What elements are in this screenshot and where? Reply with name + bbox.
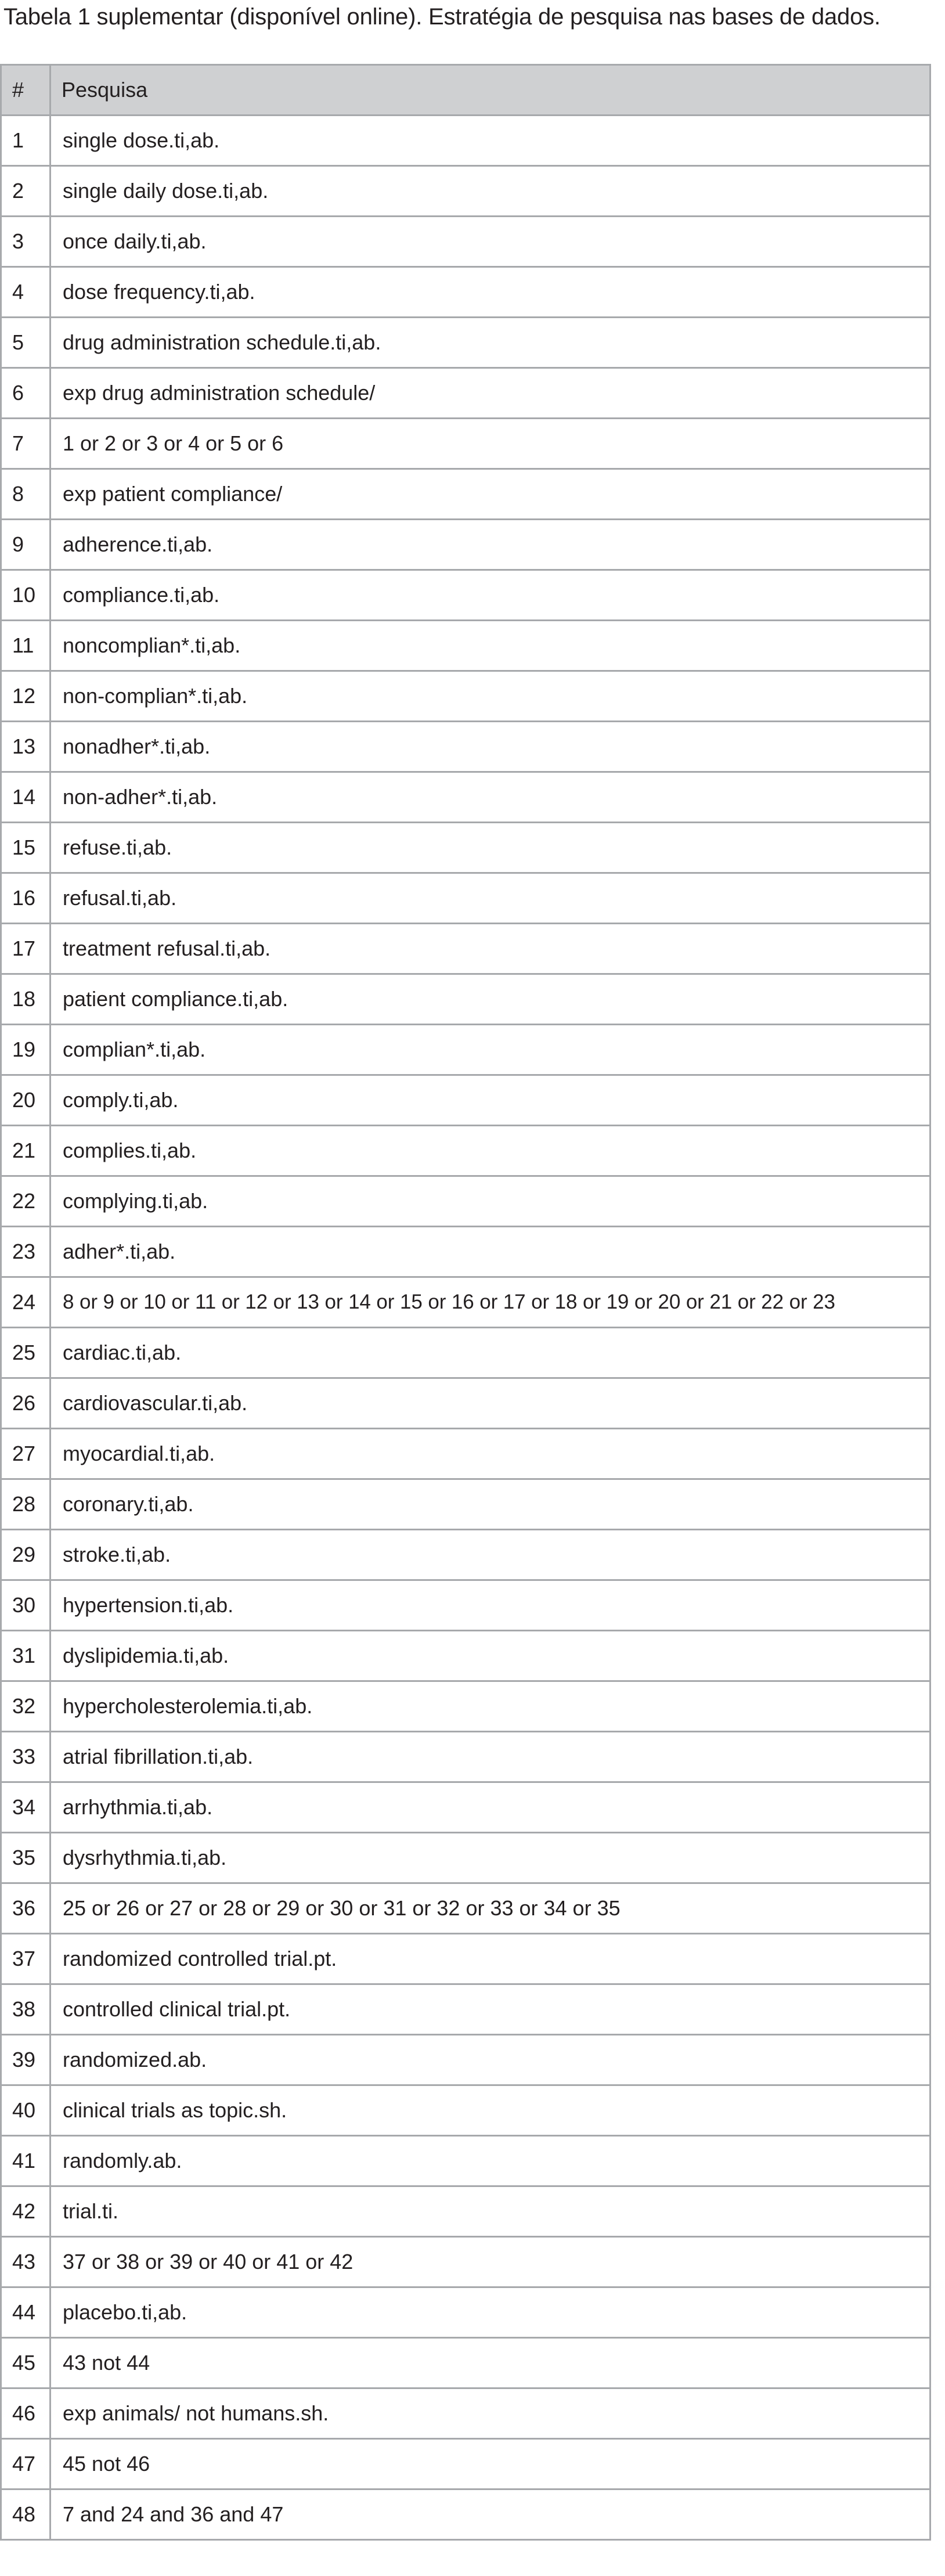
row-number: 35 — [1, 1833, 51, 1883]
row-search-query: placebo.ti,ab. — [51, 2287, 930, 2338]
table-row — [1, 1025, 930, 1075]
row-search-query: randomly.ab. — [51, 2136, 930, 2186]
row-search-query: randomized.ab. — [51, 2035, 930, 2085]
table-row — [1, 974, 930, 1025]
row-number: 47 — [1, 2439, 51, 2489]
row-search-query: arrhythmia.ti,ab. — [51, 1782, 930, 1833]
row-number: 24 — [1, 1277, 51, 1328]
row-number: 20 — [1, 1075, 51, 1126]
table-row — [1, 1378, 930, 1429]
table-row — [1, 318, 930, 368]
row-search-query: 7 and 24 and 36 and 47 — [51, 2489, 930, 2540]
row-search-query: refusal.ti,ab. — [51, 873, 930, 924]
row-search-query: single dose.ti,ab. — [51, 116, 930, 166]
row-number: 3 — [1, 217, 51, 267]
table-row — [1, 1479, 930, 1530]
row-search-query: once daily.ti,ab. — [51, 217, 930, 267]
table-row — [1, 368, 930, 419]
table-row — [1, 1631, 930, 1681]
row-number: 33 — [1, 1732, 51, 1782]
header-number: # — [1, 65, 51, 116]
row-search-query: hypercholesterolemia.ti,ab. — [51, 1681, 930, 1732]
row-search-query: cardiovascular.ti,ab. — [51, 1378, 930, 1429]
row-search-query: patient compliance.ti,ab. — [51, 974, 930, 1025]
row-number: 30 — [1, 1580, 51, 1631]
table-row — [1, 2186, 930, 2237]
row-number: 37 — [1, 1934, 51, 1984]
table-row — [1, 1126, 930, 1176]
table-row — [1, 1227, 930, 1277]
row-search-query: drug administration schedule.ti,ab. — [51, 318, 930, 368]
row-number: 44 — [1, 2287, 51, 2338]
row-number: 1 — [1, 116, 51, 166]
table-row — [1, 1782, 930, 1833]
row-number: 9 — [1, 520, 51, 570]
table-row — [1, 1934, 930, 1984]
row-number: 31 — [1, 1631, 51, 1681]
row-number: 46 — [1, 2388, 51, 2439]
table-row — [1, 116, 930, 166]
row-search-query: hypertension.ti,ab. — [51, 1580, 930, 1631]
row-number: 16 — [1, 873, 51, 924]
row-search-query: exp animals/ not humans.sh. — [51, 2388, 930, 2439]
row-search-query: dyslipidemia.ti,ab. — [51, 1631, 930, 1681]
table-row — [1, 1681, 930, 1732]
row-number: 10 — [1, 570, 51, 621]
row-search-query: myocardial.ti,ab. — [51, 1429, 930, 1479]
row-number: 22 — [1, 1176, 51, 1227]
row-number: 34 — [1, 1782, 51, 1833]
row-number: 18 — [1, 974, 51, 1025]
row-number: 8 — [1, 469, 51, 520]
table-row — [1, 520, 930, 570]
row-number: 39 — [1, 2035, 51, 2085]
row-search-query: randomized controlled trial.pt. — [51, 1934, 930, 1984]
row-search-query: exp drug administration schedule/ — [51, 368, 930, 419]
row-number: 5 — [1, 318, 51, 368]
header-search: Pesquisa — [51, 65, 930, 116]
row-number: 43 — [1, 2237, 51, 2287]
row-number: 14 — [1, 772, 51, 823]
row-number: 21 — [1, 1126, 51, 1176]
row-search-query: non-complian*.ti,ab. — [51, 671, 930, 722]
row-search-query: coronary.ti,ab. — [51, 1479, 930, 1530]
table-row — [1, 1328, 930, 1378]
table-row — [1, 1580, 930, 1631]
table-row — [1, 2489, 930, 2540]
search-strategy-table — [0, 64, 931, 2541]
row-search-query: controlled clinical trial.pt. — [51, 1984, 930, 2035]
row-number: 28 — [1, 1479, 51, 1530]
row-search-query: 45 not 46 — [51, 2439, 930, 2489]
row-search-query: comply.ti,ab. — [51, 1075, 930, 1126]
row-number: 40 — [1, 2085, 51, 2136]
row-number: 32 — [1, 1681, 51, 1732]
table-row — [1, 772, 930, 823]
table-row — [1, 823, 930, 873]
row-search-query: exp patient compliance/ — [51, 469, 930, 520]
row-search-query: noncomplian*.ti,ab. — [51, 621, 930, 671]
row-search-query: trial.ti. — [51, 2186, 930, 2237]
row-search-query: 1 or 2 or 3 or 4 or 5 or 6 — [51, 419, 930, 469]
row-number: 26 — [1, 1378, 51, 1429]
row-search-query: adherence.ti,ab. — [51, 520, 930, 570]
table-header — [1, 65, 930, 116]
table-row — [1, 924, 930, 974]
row-number: 12 — [1, 671, 51, 722]
table-row — [1, 2035, 930, 2085]
row-number: 41 — [1, 2136, 51, 2186]
table-row — [1, 722, 930, 772]
row-number: 15 — [1, 823, 51, 873]
row-number: 42 — [1, 2186, 51, 2237]
table-row — [1, 267, 930, 318]
row-number: 6 — [1, 368, 51, 419]
table-row — [1, 419, 930, 469]
row-number: 17 — [1, 924, 51, 974]
row-search-query: stroke.ti,ab. — [51, 1530, 930, 1580]
row-search-query: atrial fibrillation.ti,ab. — [51, 1732, 930, 1782]
table-row — [1, 217, 930, 267]
row-search-query: compliance.ti,ab. — [51, 570, 930, 621]
table-row — [1, 1429, 930, 1479]
row-number: 48 — [1, 2489, 51, 2540]
table-caption: Tabela 1 suplementar (disponível online). Estratégia de pesquisa nas bases de dados. — [3, 4, 881, 30]
row-search-query: dysrhythmia.ti,ab. — [51, 1833, 930, 1883]
row-search-query: single daily dose.ti,ab. — [51, 166, 930, 217]
row-search-query: clinical trials as topic.sh. — [51, 2085, 930, 2136]
row-number: 45 — [1, 2338, 51, 2388]
table-row — [1, 2136, 930, 2186]
row-number: 23 — [1, 1227, 51, 1277]
row-search-query: 8 or 9 or 10 or 11 or 12 or 13 or 14 or 15 or 16 or 17 or 18 or 19 or 20 or 21 or 22 or 23 — [51, 1277, 930, 1328]
row-search-query: refuse.ti,ab. — [51, 823, 930, 873]
table-row — [1, 1984, 930, 2035]
row-search-query: dose frequency.ti,ab. — [51, 267, 930, 318]
table-row — [1, 1277, 930, 1328]
row-search-query: cardiac.ti,ab. — [51, 1328, 930, 1378]
table-row — [1, 671, 930, 722]
row-search-query: 25 or 26 or 27 or 28 or 29 or 30 or 31 or 32 or 33 or 34 or 35 — [51, 1883, 930, 1934]
row-search-query: nonadher*.ti,ab. — [51, 722, 930, 772]
table-row — [1, 1732, 930, 1782]
table-row — [1, 1176, 930, 1227]
table-row — [1, 1075, 930, 1126]
row-search-query: treatment refusal.ti,ab. — [51, 924, 930, 974]
row-number: 19 — [1, 1025, 51, 1075]
table-row — [1, 1530, 930, 1580]
row-search-query: complies.ti,ab. — [51, 1126, 930, 1176]
table-row — [1, 1883, 930, 1934]
table-row — [1, 570, 930, 621]
table-row — [1, 2237, 930, 2287]
row-number: 2 — [1, 166, 51, 217]
table-body — [1, 116, 930, 2540]
row-search-query: complying.ti,ab. — [51, 1176, 930, 1227]
table-row — [1, 2388, 930, 2439]
table-row — [1, 469, 930, 520]
row-number: 27 — [1, 1429, 51, 1479]
row-search-query: adher*.ti,ab. — [51, 1227, 930, 1277]
row-number: 4 — [1, 267, 51, 318]
row-number: 25 — [1, 1328, 51, 1378]
table-row — [1, 2439, 930, 2489]
row-number: 11 — [1, 621, 51, 671]
row-search-query: complian*.ti,ab. — [51, 1025, 930, 1075]
row-number: 29 — [1, 1530, 51, 1580]
row-search-query: 43 not 44 — [51, 2338, 930, 2388]
row-search-query: 37 or 38 or 39 or 40 or 41 or 42 — [51, 2237, 930, 2287]
row-number: 7 — [1, 419, 51, 469]
row-number: 13 — [1, 722, 51, 772]
table-row — [1, 873, 930, 924]
row-number: 38 — [1, 1984, 51, 2035]
table-row — [1, 621, 930, 671]
row-number: 36 — [1, 1883, 51, 1934]
table-row — [1, 2338, 930, 2388]
row-search-query: non-adher*.ti,ab. — [51, 772, 930, 823]
table-header-row — [1, 65, 930, 116]
table-row — [1, 2287, 930, 2338]
table-row — [1, 166, 930, 217]
table-row — [1, 2085, 930, 2136]
table-row — [1, 1833, 930, 1883]
